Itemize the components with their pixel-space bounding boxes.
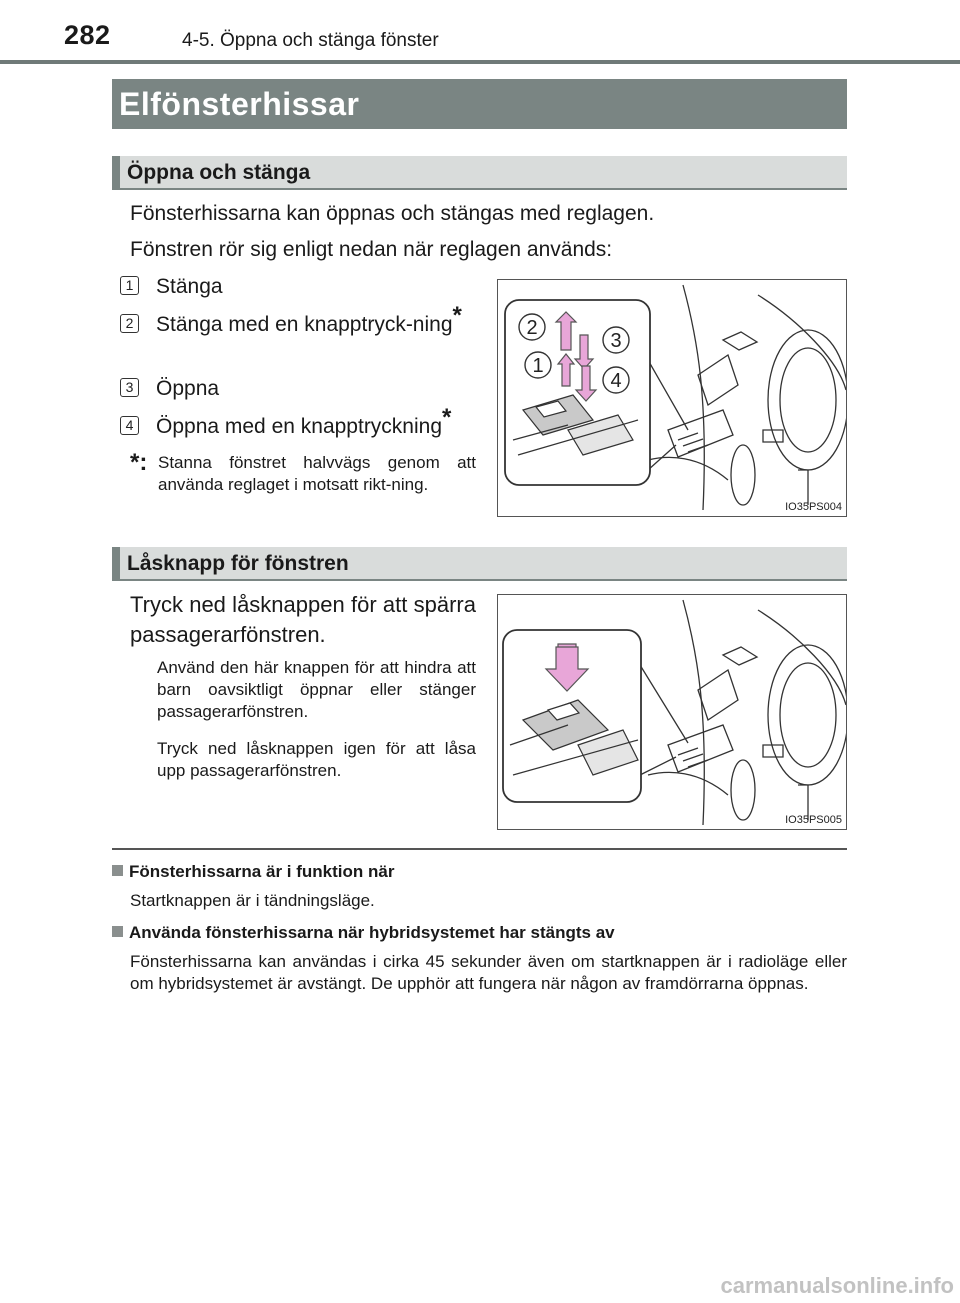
number-3-icon: 3 <box>120 378 139 397</box>
list-item <box>120 404 480 441</box>
footnote-marker: * <box>452 302 462 329</box>
lock-note-1: Använd den här knappen för att hindra att barn oavsiktligt öppnar eller stänger passagerarfönstren. <box>157 658 476 721</box>
window-switch-figure <box>497 279 847 517</box>
figure-label-1: 1 <box>532 355 544 377</box>
list-item-text <box>156 302 480 339</box>
section-divider <box>112 848 847 850</box>
list-item <box>120 302 480 339</box>
list-item-text: Öppna med en knapptryckning <box>156 415 443 438</box>
list-item-text: Öppna <box>156 377 220 400</box>
note-heading-text: Använda fönsterhissarna när hybridsystemet har stängts av <box>129 923 615 942</box>
note-body: Startknappen är i tändningsläge. <box>130 891 375 910</box>
header-divider <box>0 60 960 64</box>
window-lock-illustration <box>498 595 847 830</box>
figure-label-2: 2 <box>526 317 538 339</box>
list-item-text: Stänga med en knapptryck-ning <box>156 313 453 336</box>
lock-note-2: Tryck ned låsknappen igen för att låsa upp passagerarfönstren. <box>157 739 476 780</box>
square-bullet-icon <box>112 865 123 876</box>
lock-instruction: Tryck ned låsknappen för att spärra passagerarfönstren. <box>130 592 476 647</box>
section-title: Elfönsterhissar <box>112 79 847 129</box>
list-item-text <box>156 404 480 441</box>
square-bullet-icon <box>112 926 123 937</box>
number-4-icon: 4 <box>120 416 139 435</box>
note-body: Fönsterhissarna kan användas i cirka 45 sekunder även om startknappen är i radioläge eller om hybridsystemet är avstängt. De upphör att fungera när någon av framdörrarna öppnas. <box>130 952 847 993</box>
intro-paragraph-2: Fönstren rör sig enligt nedan när reglagen används: <box>130 238 613 261</box>
intro-paragraph-1: Fönsterhissarna kan öppnas och stängas med reglagen. <box>130 202 655 225</box>
note-heading <box>112 923 615 943</box>
window-switch-illustration <box>498 280 847 517</box>
note-heading <box>112 862 394 882</box>
note-heading-text: Fönsterhissarna är i funktion när <box>129 862 395 881</box>
footnote-star: *: <box>130 449 148 476</box>
window-lock-figure <box>497 594 847 830</box>
chapter-title: 4-5. Öppna och stänga fönster <box>182 30 439 51</box>
list-item <box>120 375 480 403</box>
watermark: carmanualsonline.info <box>720 1273 954 1298</box>
subheading-window-lock: Låsknapp för fönstren <box>112 547 847 581</box>
page-number: 282 <box>64 20 111 50</box>
list-item <box>120 273 480 301</box>
figure-id: IO35PS005 <box>785 814 842 826</box>
figure-label-4: 4 <box>610 370 622 392</box>
figure-label-3: 3 <box>610 330 622 352</box>
figure-id: IO35PS004 <box>785 501 842 513</box>
subheading-open-close: Öppna och stänga <box>112 156 847 190</box>
footnote-text: Stanna fönstret halvvägs genom att använda reglaget i motsatt rikt-ning. <box>158 453 476 494</box>
footnote-marker: * <box>442 404 452 431</box>
footnote <box>130 449 476 496</box>
list-item-text: Stänga <box>156 275 223 298</box>
number-2-icon: 2 <box>120 314 139 333</box>
number-1-icon: 1 <box>120 276 139 295</box>
